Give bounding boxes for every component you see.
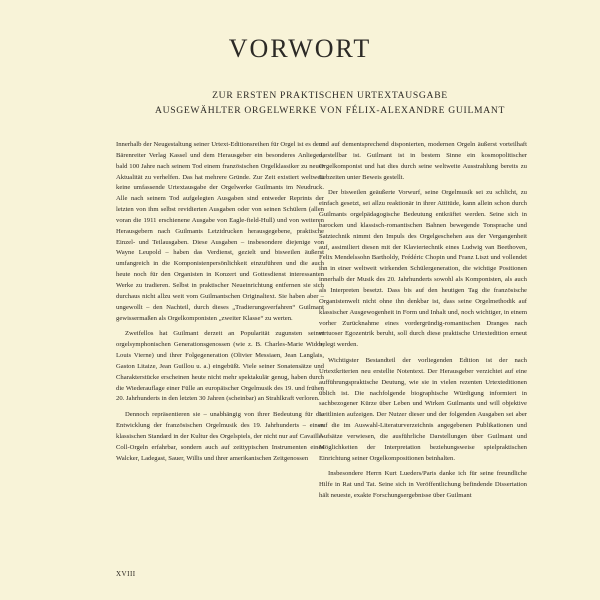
- page-number: XVIII: [116, 570, 136, 578]
- paragraph: Zweifellos hat Guilmant derzeit an Popularität zugunsten seiner orgelsymphonischen Generationsgenossen (wie z. B. Charles-Marie Widor, Louis Vierne) und ihrer Folgegeneration (Olivier Messiaen, Jean Langlais, Gaston Litaize, Jean Guillou u. a.) eingebüßt. Viele seiner Sonatensätze und Charakterstücke erscheinen heute nicht mehr spektakulär genug, haben durch die Wiederauflage einer Fülle an europäischer Orgelmusik des 19. und frühen 20. Jahrhunderts in den letzten 30 Jahren (scheinbar) an Strahlkraft verloren.: [116, 330, 324, 403]
- paragraph: Innerhalb der Neugestaltung seiner Urtext-Editionsreihen für Orgel ist es dem Bärenreiter Verlag Kassel und dem Herausgeber ein besonderes Anliegen, bald 100 Jahre nach seinem Tod einem französischen Orgelklassiker zu neuer Aktualität zu verhelfen. Das hat mehrere Gründe. Zur Zeit existiert weltweit keine umfassende Urtextausgabe der Orgelwerke Guilmants im Neudruck. Alle nach seinem Tod aufgelegten Ausgaben sind entweder Reprints der letzten von ihm selbst revidierten Ausgaben oder von seinen Schülern (allen voran die 1911 erschienene Ausgabe von Eagle-field-Hull) und von weiteren Herausgebern nach Guilmants Letztdrucken herausgegebene, praktische Einzel- und Teilausgaben. Diese Ausgaben – insbesondere diejenige von Wayne Leupold – haben das Verdienst, gezielt und bisweilen äußerst umfangreich in die Komponistenpersönlichkeit einzuführen und die auch heute noch für den Organisten in Konzert und Gottesdienst interessanten Werke zu tradieren. Selbst in praktischer Neueinrichtung entfernen sie sich durchaus nicht allzu weit vom Guilmantschen Originaltext. Sie haben aber – ungewollt – den Nachteil, durch dieses „Tradierungsverfahren“ Guilmant gewissermaßen als Orgelkomponisten „zweiter Klasse“ zu werten.: [116, 141, 324, 322]
- paragraph: und auf dementsprechend disponierten, modernen Orgeln äußerst vorteilhaft darstellbar ist. Guilmant ist in bestem Sinne ein kosmopolitischer Orgelkomponist und hat dies durch seine weltweite Ausstrahlung bereits zu Lebzeiten unter Beweis gestellt.: [319, 141, 527, 181]
- left-column: [116, 140, 324, 464]
- paragraph: Wichtigster Bestandteil der vorliegenden Edition ist der nach Urtextkriterien neu erstellte Notentext. Der Herausgeber verzichtet auf eine aufführungspraktische Deutung, wie sie in vielen rezenten Urtexteditionen üblich ist. Die nachfolgende biographische Würdigung informiert in sachbezogener Kürze über Leben und Wirken Guilmants und will objektive Leitlinien aufzeigen. Der Nutzer dieser und der folgenden Ausgaben sei aber auf die im Auswahl-Literaturverzeichnis angegebenen Publikationen und Aufsätze verwiesen, die ausführliche Darstellungen über Guilmant und Möglichkeiten der Interpretation beziehungsweise spielpraktischen Einrichtung seiner Orgelkompositionen beinhalten.: [319, 357, 527, 462]
- paragraph: Der bisweilen geäußerte Vorwurf, seine Orgelmusik sei zu schlicht, zu einfach gesetzt, sei allzu reaktionär in ihrer Attitüde, kann allein schon durch Guilmants orgelpädagogische Bedeutung entkräftet werden. Seine sich in barocken und klassisch-romantischen Bahnen bewegende Tonsprache und Satztechnik nimmt den Impuls des Orgelgeschehen aus der Vergangenheit auf, assimiliert diesen mit der Klaviertechnik eines Ludwig van Beethoven, Felix Mendelssohn Bartholdy, Frédéric Chopin und Franz Liszt und vollendet ihn in einer weltweit wirkenden Schülergeneration, die wichtige Positionen innerhalb der Musik des 20. Jahrhunderts sowohl als Komponisten, als auch als Interpreten besetzt. Dass bis auf den heutigen Tag die französische Organistenwelt nicht ohne ihn denkbar ist, dass seine Orgelmethodik auf klassischer Ausgewogenheit in Form und Inhalt und, noch wichtiger, in einem vorher Zurücknahme eines vordergründig-romantischen Dranges nach virtuoser Egozentrik beruht, soll durch diese praktische Urtextedition erneut belegt werden.: [319, 189, 527, 349]
- subtitle-line-1: ZUR ERSTEN PRAKTISCHEN URTEXTAUSGABE: [212, 90, 448, 101]
- subtitle: [120, 88, 540, 118]
- page-title: VORWORT: [228, 34, 372, 63]
- right-column: [319, 140, 527, 502]
- paragraph: Insbesondere Herrn Kurt Lueders/Paris danke ich für seine freundliche Hilfe in Rat und Tat. Seine sich in Veröffentlichung befindende Dissertation hält neueste, exakte Forschungsergebnisse über Guilmant: [319, 470, 527, 500]
- subtitle-line-2: AUSGEWÄHLTER ORGELWERKE VON FÉLIX-ALEXANDRE GUILMANT: [154, 105, 506, 116]
- paragraph: Dennoch repräsentieren sie – unabhängig von ihrer Bedeutung für die Entwicklung der französischen Orgelmusik des 19. Jahrhunderts – einen klassischen Standard in der Kultur des Orgelspiels, der nicht nur auf Cavaillé-Coll-Orgeln erfahrbar, sondern auch auf zeittypischen Instrumenten eines Walcker, Ladegast, Sauer, Willis und ihrer amerikanischen Zeitgenossen: [116, 411, 324, 462]
